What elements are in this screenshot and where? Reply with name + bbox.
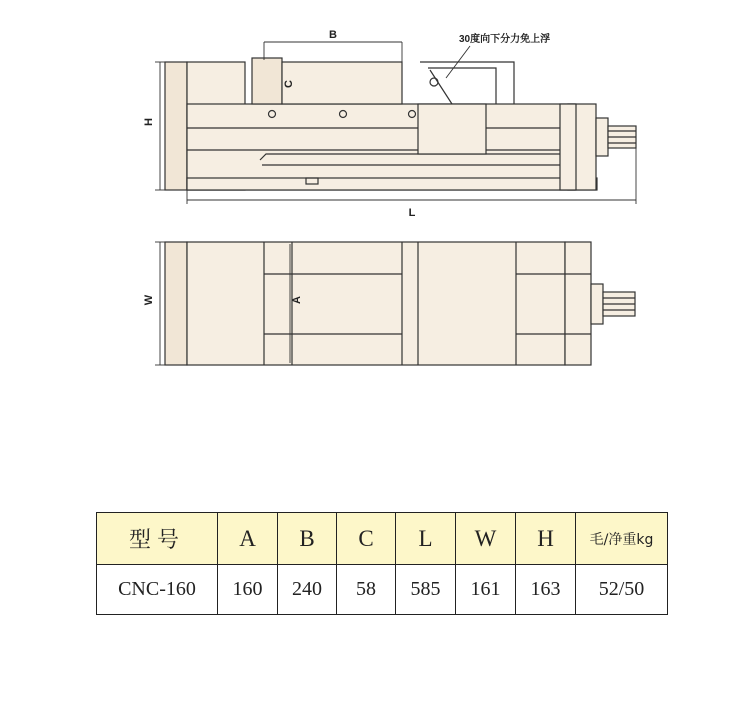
dim-label-l: L [408,207,416,219]
spec-table-header-row [97,513,668,565]
plan-view [165,242,635,365]
dim-label-b: B [329,29,337,41]
dim-label-c: C [283,80,295,88]
cell-weight: 52/50 [576,565,668,615]
cell-w: 161 [456,565,516,615]
dim-label-w: W [143,294,155,306]
dim-label-h: H [143,118,155,126]
cell-a: 160 [218,565,278,615]
header-a: A [218,513,278,565]
dim-label-a: A [291,296,303,304]
header-model: 型号 [97,513,218,565]
cell-h: 163 [516,565,576,615]
cell-c: 58 [337,565,396,615]
header-l: L [396,513,456,565]
cell-b: 240 [278,565,337,615]
side-view [165,58,636,190]
force-note: 30度向下分力免上浮 [459,34,551,45]
header-c: C [337,513,396,565]
table-row [97,565,668,615]
cell-l: 585 [396,565,456,615]
header-h: H [516,513,576,565]
header-weight: 毛/净重kg [576,513,668,565]
header-b: B [278,513,337,565]
header-w: W [456,513,516,565]
spec-table [96,512,668,615]
cell-model: CNC-160 [97,565,218,615]
